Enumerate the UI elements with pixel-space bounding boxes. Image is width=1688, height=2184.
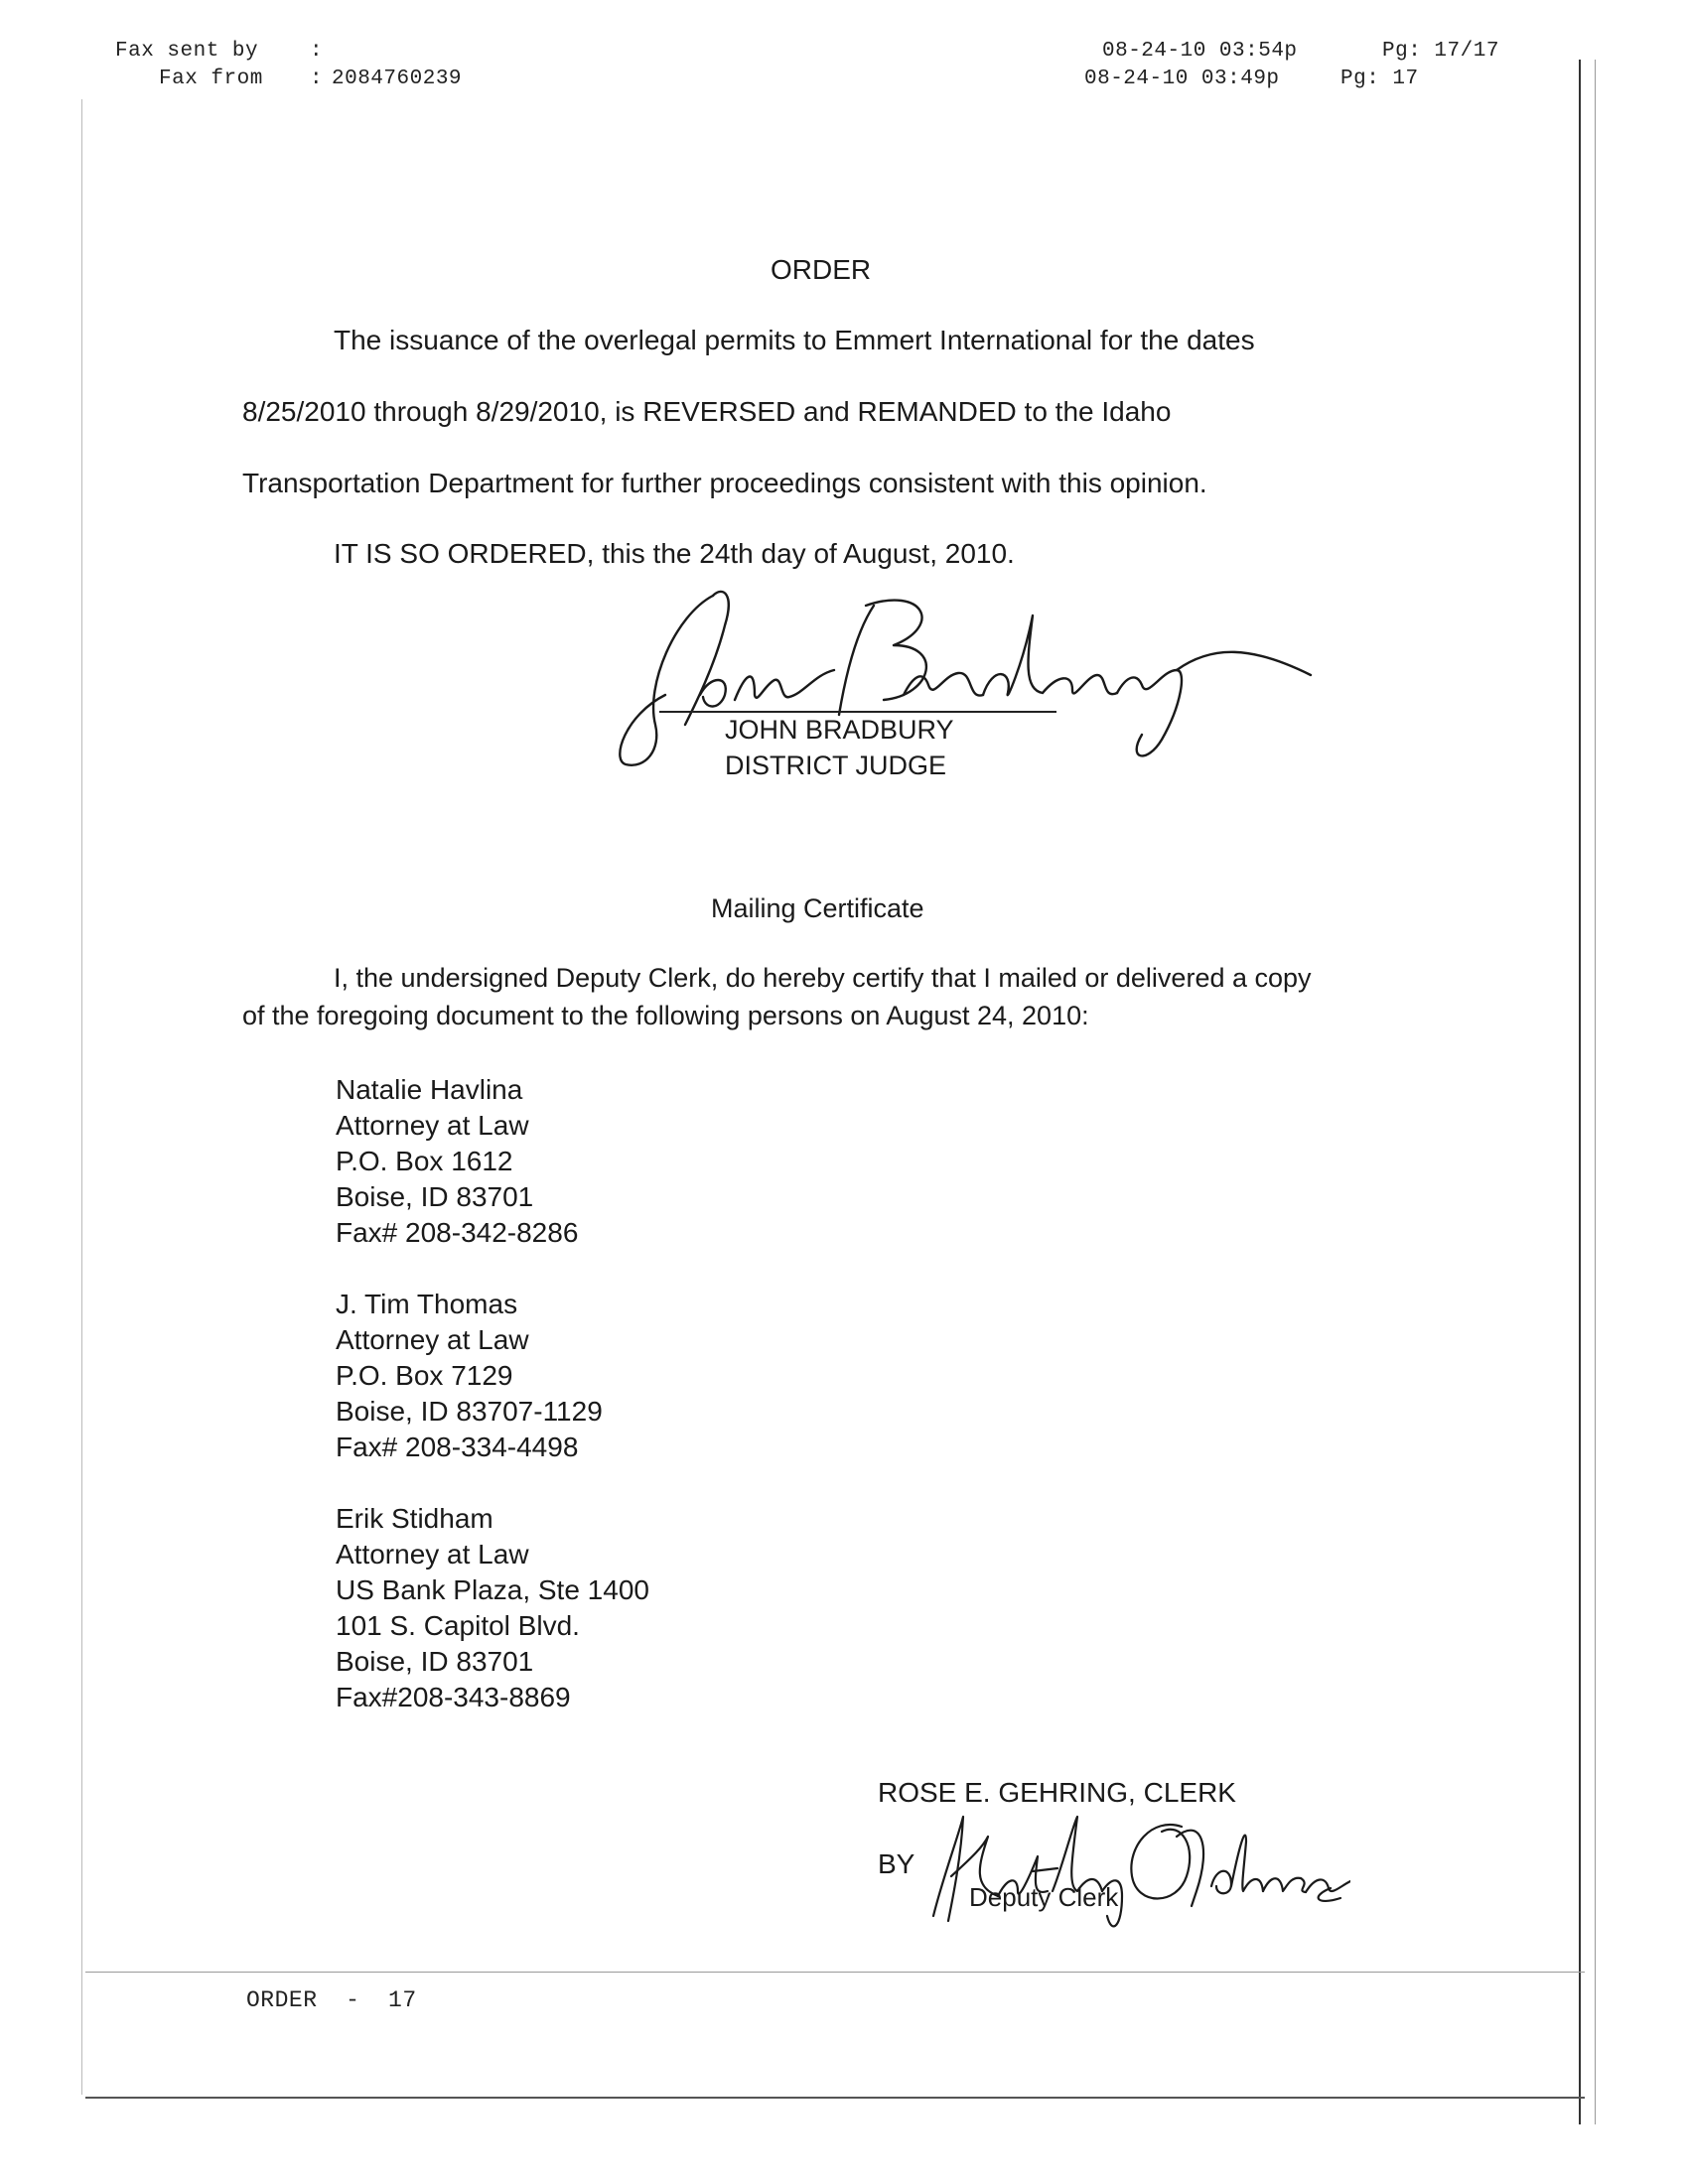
judge-signature [606,576,1321,774]
so-ordered-statement: IT IS SO ORDERED, this the 24th day of August, 2010. [334,538,1015,569]
fax-sent-separator: : [310,40,324,63]
recipient-fax: Fax# 208-334-4498 [336,1432,579,1462]
order-paragraph-line: The issuance of the overlegal permits to Emmert International for the dates [334,325,1255,355]
recipient-name: Natalie Havlina [336,1074,523,1105]
scan-border-right [1579,60,1581,2124]
scan-border-right-outer [1595,60,1596,2124]
certificate-paragraph-line: I, the undersigned Deputy Clerk, do hereby certify that I mailed or delivered a copy [334,963,1312,993]
clerk-name: ROSE E. GEHRING, CLERK [878,1777,1236,1808]
certificate-paragraph-line: of the foregoing document to the following persons on August 24, 2010: [242,1001,1089,1030]
recipient-address-block [336,1287,603,1465]
mailing-certificate-title: Mailing Certificate [711,893,924,923]
recipient-address-line: 101 S. Capitol Blvd. [336,1610,580,1641]
footer-page-label: ORDER - 17 [246,1987,417,2013]
recipient-address-line: Attorney at Law [336,1110,529,1141]
recipient-name: J. Tim Thomas [336,1289,518,1319]
recipient-address-block [336,1501,649,1715]
fax-from-page-count: Pg: 17 [1340,68,1419,90]
bottom-rule [85,2097,1585,2099]
recipient-address-line: US Bank Plaza, Ste 1400 [336,1574,649,1605]
recipient-name: Erik Stidham [336,1503,493,1534]
clerk-title: Deputy Clerk [969,1882,1119,1912]
order-paragraph-line: Transportation Department for further proceedings consistent with this opinion. [242,468,1207,498]
fax-from-label: Fax from [159,68,263,90]
footer-rule [85,1972,1585,1973]
fax-from-timestamp: 08-24-10 03:49p [1084,68,1280,90]
clerk-by-label: BY [878,1848,915,1879]
recipient-address-block [336,1072,578,1251]
fax-sent-by-label: Fax sent by [115,40,259,63]
signature-line [659,711,1056,713]
order-paragraph-line: 8/25/2010 through 8/29/2010, is REVERSED and REMANDED to the Idaho [242,396,1172,427]
fax-from-number: 2084760239 [332,68,463,90]
scan-border-left [81,99,82,2095]
order-title: ORDER [771,254,872,285]
fax-sent-timestamp: 08-24-10 03:54p [1102,40,1298,63]
fax-from-separator: : [310,68,324,90]
recipient-address-line: Attorney at Law [336,1324,529,1355]
recipient-address-line: Boise, ID 83707-1129 [336,1396,603,1427]
recipient-fax: Fax#208-343-8869 [336,1682,571,1712]
recipient-address-line: P.O. Box 7129 [336,1360,513,1391]
recipient-fax: Fax# 208-342-8286 [336,1217,579,1248]
fax-sent-page-count: Pg: 17/17 [1382,40,1499,63]
recipient-address-line: Boise, ID 83701 [336,1181,534,1212]
clerk-signature [914,1797,1350,1936]
judge-name: JOHN BRADBURY [725,715,954,745]
judge-title: DISTRICT JUDGE [725,751,947,780]
recipient-address-line: P.O. Box 1612 [336,1146,513,1176]
recipient-address-line: Boise, ID 83701 [336,1646,534,1677]
recipient-address-line: Attorney at Law [336,1539,529,1570]
